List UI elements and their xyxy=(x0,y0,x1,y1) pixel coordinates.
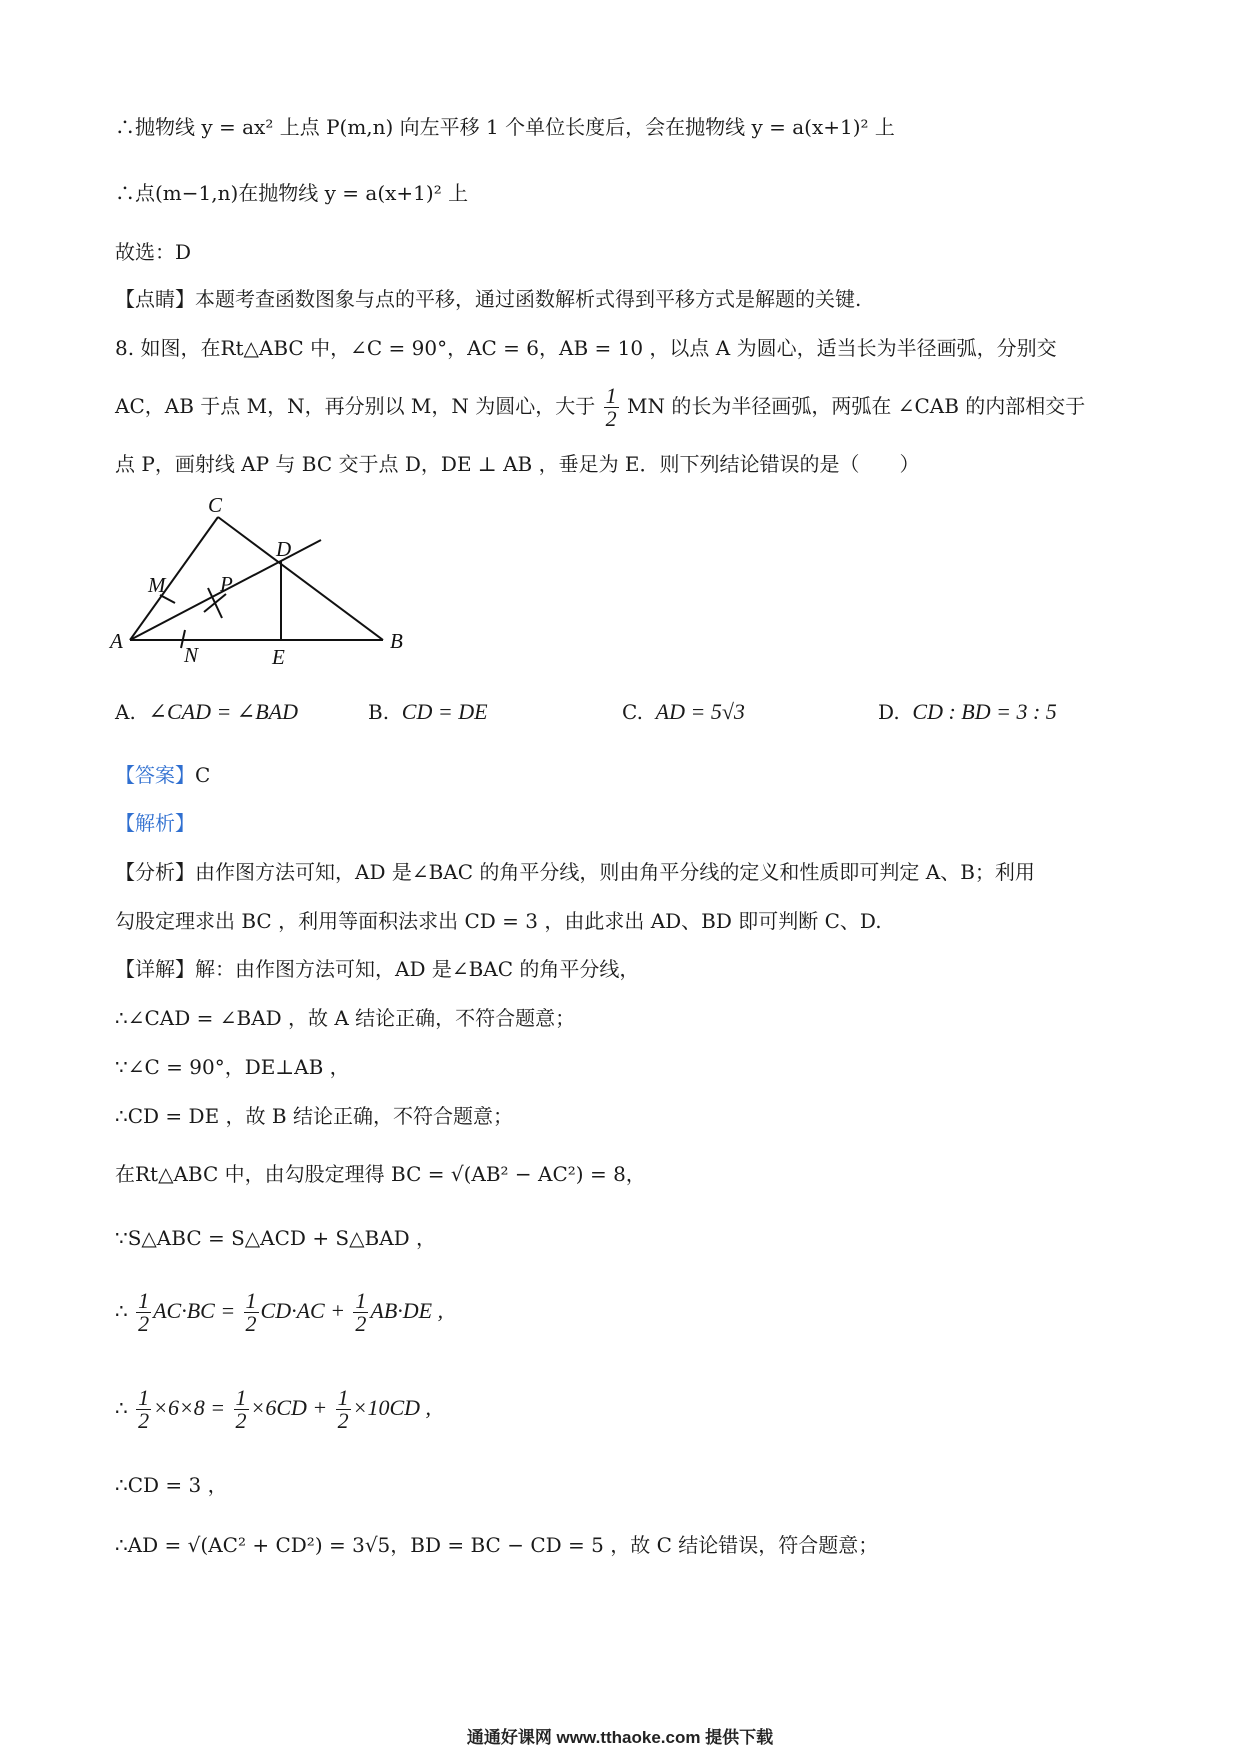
d8-term-2: ×6CD + xyxy=(250,1395,328,1420)
detail-line-5: 在Rt△ABC 中，由勾股定理得 BC = √(AB² − AC²) = 8， xyxy=(115,1162,646,1186)
analysis-label: 【解析】 xyxy=(115,811,195,835)
option-c-text: AD = 5√3 xyxy=(655,699,745,724)
line-1: ∴抛物线 y = ax² 上点 P(m,n) 向左平移 1 个单位长度后，会在抛物线 y = a(x+1)² 上 xyxy=(115,115,895,139)
detail-line-6: ∵S△ABC = S△ACD + S△BAD ， xyxy=(115,1226,437,1250)
label-d: D xyxy=(276,537,292,561)
option-b xyxy=(368,697,488,727)
answer-value: C xyxy=(195,763,211,787)
detail-line-3: ∵∠C = 90°，DE⊥AB ， xyxy=(115,1055,350,1079)
detail-line-8 xyxy=(115,1387,431,1432)
d8-frac-1-den: 2 xyxy=(138,1408,150,1433)
option-a-text: ∠CAD = ∠BAD xyxy=(148,699,299,724)
d8-frac-2-den: 2 xyxy=(235,1408,247,1433)
answer-line xyxy=(115,760,210,790)
label-a: A xyxy=(110,629,123,653)
d8-prefix: ∴ xyxy=(115,1396,128,1420)
option-a-label: A. xyxy=(115,700,136,724)
question-8-line-3: 点 P，画射线 AP 与 BC 交于点 D，DE ⊥ AB ，垂足为 E．则下列结论错误的是（ ） xyxy=(115,452,920,476)
d8-term-1: ×6×8 = xyxy=(153,1395,226,1420)
option-a xyxy=(115,697,298,727)
question-8-line-1: 8. 如图，在Rt△ABC 中，∠C = 90°，AC = 6，AB = 10 ，以点 A 为圆心，适当长为半径画弧，分别交 xyxy=(115,336,1057,360)
option-d-text: CD : BD = 3 : 5 xyxy=(912,699,1057,724)
detail-line-7 xyxy=(115,1290,443,1335)
d7-term-2: CD·AC + xyxy=(260,1298,346,1323)
fraction-num: 1 xyxy=(605,383,617,408)
option-c xyxy=(622,697,745,727)
question-8-line-2 xyxy=(115,385,1085,430)
detail-line-1: 【详解】解：由作图方法可知，AD 是∠BAC 的角平分线， xyxy=(115,957,640,981)
label-m: M xyxy=(148,573,166,597)
detail-line-9: ∴CD = 3 ， xyxy=(115,1473,228,1497)
analysis-line-1: 【分析】由作图方法可知，AD 是∠BAC 的角平分线，则由角平分线的定义和性质即可判定 A、B；利用 xyxy=(115,860,1035,884)
d8-frac-3 xyxy=(336,1387,351,1432)
question-8-line-2b: MN 的长为半径画弧，两弧在 ∠CAB 的内部相交于 xyxy=(627,394,1086,418)
segment-ac xyxy=(130,517,218,640)
d7-frac-2-num: 1 xyxy=(245,1288,257,1313)
label-n: N xyxy=(184,643,199,667)
detail-line-4: ∴CD = DE ，故 B 结论正确，不符合题意； xyxy=(115,1104,513,1128)
d8-term-3: ×10CD , xyxy=(352,1395,432,1420)
label-p: P xyxy=(220,572,233,596)
d8-frac-2-num: 1 xyxy=(235,1385,247,1410)
d7-frac-3-num: 1 xyxy=(355,1288,367,1313)
d7-frac-3 xyxy=(353,1290,368,1335)
line-3: 故选：D xyxy=(115,240,192,264)
d7-frac-3-den: 2 xyxy=(355,1311,367,1336)
d8-frac-1 xyxy=(136,1387,151,1432)
d7-prefix: ∴ xyxy=(115,1299,128,1323)
option-b-label: B. xyxy=(368,700,390,724)
option-c-label: C. xyxy=(622,700,643,724)
label-e: E xyxy=(272,645,285,668)
d7-frac-1-num: 1 xyxy=(138,1288,150,1313)
d7-frac-1-den: 2 xyxy=(138,1311,150,1336)
d8-frac-3-num: 1 xyxy=(337,1385,349,1410)
d7-term-1: AC·BC = xyxy=(153,1298,236,1323)
analysis-line-2: 勾股定理求出 BC ，利用等面积法求出 CD = 3 ，由此求出 AD、BD 即可判断 C、D. xyxy=(115,909,882,933)
d7-frac-1 xyxy=(136,1290,151,1335)
d7-term-3: AB·DE , xyxy=(370,1298,444,1323)
option-d xyxy=(878,697,1057,727)
question-8-line-2a: AC，AB 于点 M，N，再分别以 M，N 为圆心，大于 xyxy=(115,394,596,418)
fraction-half xyxy=(604,385,619,430)
d8-frac-3-den: 2 xyxy=(337,1408,349,1433)
arc-mark-p2 xyxy=(204,594,226,612)
dianjing-note: 【点睛】本题考查函数图象与点的平移，通过函数解析式得到平移方式是解题的关键. xyxy=(115,287,862,311)
line-2: ∴点(m−1,n)在抛物线 y = a(x+1)² 上 xyxy=(115,181,469,205)
label-b: B xyxy=(390,629,403,653)
answer-label: 【答案】 xyxy=(115,763,195,787)
option-b-text: CD = DE xyxy=(401,699,488,724)
fraction-den: 2 xyxy=(605,406,617,431)
segment-cb xyxy=(218,517,383,640)
d7-frac-2-den: 2 xyxy=(245,1311,257,1336)
detail-line-10: ∴AD = √(AC² + CD²) = 3√5，BD = BC − CD = 5 ，故 C 结论错误，符合题意； xyxy=(115,1533,879,1557)
detail-line-2: ∴∠CAD = ∠BAD ，故 A 结论正确，不符合题意； xyxy=(115,1006,576,1030)
d7-frac-2 xyxy=(244,1290,259,1335)
option-d-label: D. xyxy=(878,700,900,724)
d8-frac-1-num: 1 xyxy=(138,1385,150,1410)
label-c: C xyxy=(208,493,223,517)
triangle-figure xyxy=(108,488,418,668)
d8-frac-2 xyxy=(234,1387,249,1432)
footer-source: 通通好课网 www.tthaoke.com 提供下载 xyxy=(466,1728,774,1747)
